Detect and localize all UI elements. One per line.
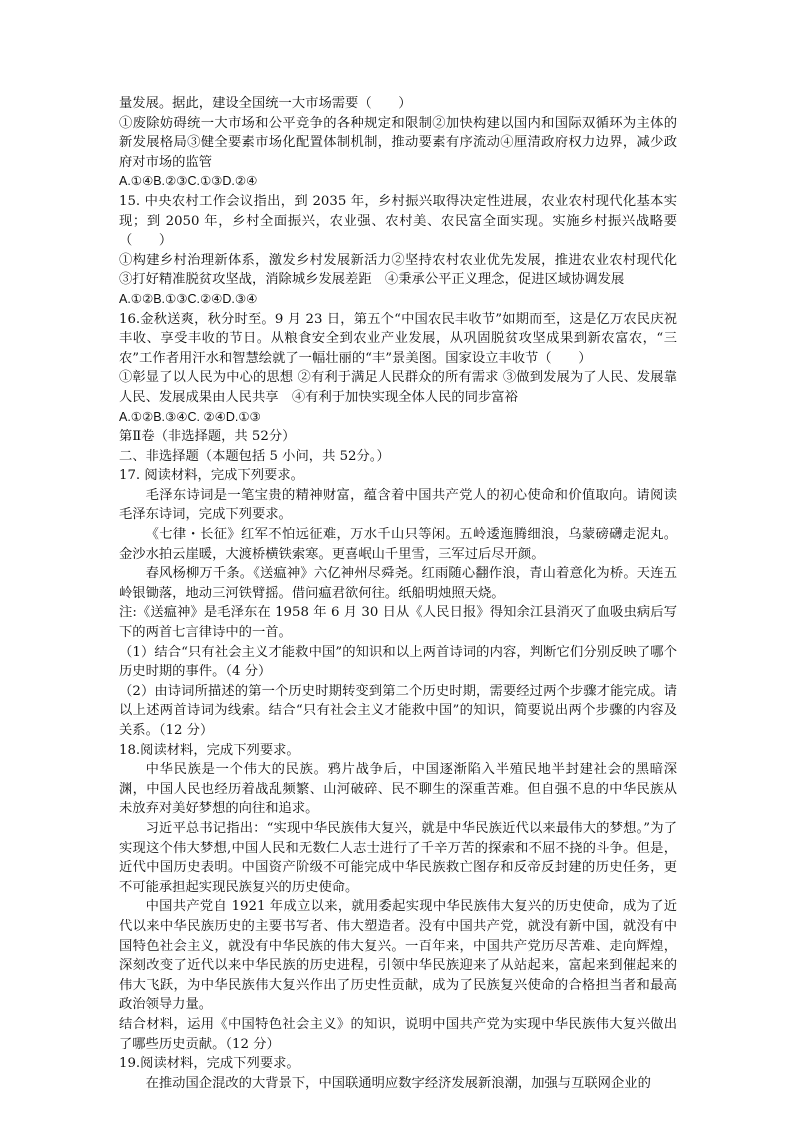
text-paragraph: （1）结合“只有社会主义才能救中国”的知识和以上两首诗词的内容，判断它们分别反映了哪个历史时期的事件。（4 分）	[119, 644, 677, 680]
text-paragraph: ①废除妨碍统一大市场和公平竞争的各种规定和限制②加快构建以国内和国际双循环为主体的新发展格局③健全要素市场化配置体制机制，推动要素有序流动④厘清政府权力边界，减少政府对市场的监管	[119, 115, 677, 170]
text-paragraph: 19.阅读材料，完成下列要求。	[119, 1056, 300, 1072]
text-paragraph: 18.阅读材料，完成下列要求。	[119, 742, 300, 758]
text-paragraph: 第Ⅱ卷（非选择题，共 52分）	[119, 429, 296, 445]
text-paragraph: 注:《送瘟神》是毛泽东在 1958 年 6 月 30 日从《人民日报》得知余江县消灭了血吸虫病后写下的两首七言律诗中的一首。	[119, 605, 677, 641]
text-paragraph: 16.金秋送爽，秋分时至。9 月 23 日，第五个“中国农民丰收节”如期而至，这是亿万农民庆祝丰收、享受丰收的节日。从粮食安全到农业产业发展，从巩固脱贫攻坚成果到新农富农，“三农”工作者用汗水和智慧绘就了一幅壮丽的“丰”景美图。国家设立丰收节（ ）	[119, 311, 677, 366]
text-paragraph: 《七律・长征》红军不怕远征难，万水千山只等闲。五岭逶迤腾细浪，乌蒙磅礴走泥丸。金沙水拍云崖暖，大渡桥横铁索寒。更喜岷山千里雪，三军过后尽开颜。	[119, 527, 677, 562]
answer-options: A.①②B.③④C. ②④D.①③	[119, 409, 261, 424]
answer-options: A.①②B.①③C.②④D.③④	[119, 291, 258, 306]
text-paragraph: 二、非选择题（本题包括 5 小问，共 52分。）	[119, 448, 390, 464]
text-paragraph: ①彰显了以人民为中心的思想 ②有利于满足人民群众的所有需求 ③做到发展为了人民、发展靠人民、发展成果由人民共享 ④有利于加快实现全体人民的同步富裕	[119, 370, 677, 405]
text-paragraph: （2）由诗词所描述的第一个历史时期转变到第二个历史时期，需要经过两个步骤才能完成。请以上述两首诗词为线索。结合“只有社会主义才能救中国”的知识，简要说出两个步骤的内容及关系。（12 分）	[119, 683, 677, 738]
text-paragraph: 中国共产党自 1921 年成立以来，就用委起实现中华民族伟大复兴的历史使命，成为了近代以来中华民族历史的主要书写者、伟大塑造者。没有中国共产党，就没有新中国，就没有中国特色社会主义，就没有中华民族的伟大复兴。一百年来，中国共产党历尽苦难、走向辉煌，深刻改变了近代以来中华民族的历史进程，引领中华民族迎来了从站起来，富起来到催起来的伟大飞跃，为中华民族伟大复兴作出了历史性贡献，成为了民族复兴使命的合格担当者和最高政治领导力量。	[119, 899, 677, 1013]
text-paragraph: ①构建乡村治理新体系，激发乡村发展新活力②坚持农村农业优先发展，推进农业农村现代化③打好精准脱贫攻坚战，消除城乡发展差距 ④秉承公平正义理念，促进区域协调发展	[119, 252, 677, 288]
text-paragraph: 习近平总书记指出：“实现中华民族伟大复兴，就是中华民族近代以来最伟大的梦想。”为了实现这个伟大梦想,中国人民和无数仁人志士进行了千辛万苦的探索和不屈不挠的斗争。但是，近代中国历史表明。中国资产阶级不可能完成中华民族救亡图存和反帝反封建的历史任务，更不可能承担起实现民族复兴的历史使命。	[119, 820, 677, 895]
text-paragraph: 在推动国企混改的大背景下，中国联通明应数字经济发展新浪潮，加强与互联网企业的	[145, 1075, 651, 1091]
text-paragraph: 中华民族是一个伟大的民族。鸦片战争后，中国逐渐陷入半殖民地半封建社会的黑暗深渊，中国人民也经历着战乱频繁、山河破碎、民不聊生的深重苦难。但自强不息的中华民族从未放弃对美好梦想的向往和追求。	[119, 762, 677, 817]
text-paragraph: 17. 阅读材料，完成下列要求。	[119, 468, 304, 484]
text-paragraph: 毛泽东诗词是一笔宝贵的精神财富，蕴含着中国共产党人的初心使命和价值取向。请阅读毛泽东诗词，完成下列要求。	[119, 487, 677, 523]
text-paragraph: 结合材料，运用《中国特色社会主义》的知识，说明中国共产党为实现中华民族伟大复兴做出了哪些历史贡献。（12 分）	[119, 1016, 677, 1052]
answer-options: A.①④B.②③C.①③D.②④	[119, 174, 258, 189]
text-paragraph: 15. 中央农村工作会议指出，到 2035 年，乡村振兴取得决定性进展，农业农村现代化基本实现；到 2050 年，乡村全面振兴，农业强、农村美、农民富全面实现。实施乡村振兴战略要（ ）	[119, 193, 677, 249]
text-paragraph: 春风杨柳万千条。《送瘟神》六亿神州尽舜尧。红雨随心翻作浪，青山着意化为桥。天连五岭银锄落，地动三河铁臂摇。借问瘟君欲何往。纸船明烛照天烧。	[119, 566, 677, 601]
text-paragraph: 量发展。据此，建设全国统一大市场需要（ ）	[119, 96, 412, 111]
document-page	[119, 94, 677, 1093]
